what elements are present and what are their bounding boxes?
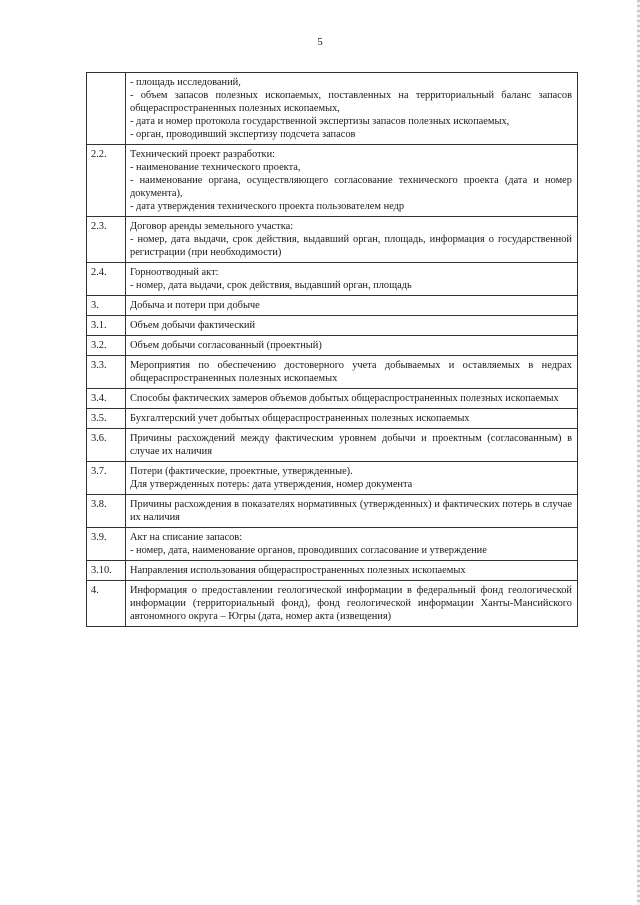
item-line: - орган, проводивший экспертизу подсчета запасов bbox=[130, 129, 356, 140]
item-number: 3.7. bbox=[87, 462, 126, 495]
item-line: - дата утверждения технического проекта пользователем недр bbox=[130, 201, 405, 212]
table-row bbox=[87, 581, 578, 627]
item-line: Мероприятия по обеспечению достоверного учета добываемых и оставляемых в недрах общераспространенных полезных ископаемых bbox=[130, 360, 572, 384]
table-row bbox=[87, 356, 578, 389]
item-line: - номер, дата выдачи, срок действия, выдавший орган, площадь bbox=[130, 280, 412, 291]
item-line: Причины расхождений между фактическим уровнем добычи и проектным (согласованным) в случае их наличия bbox=[130, 433, 572, 457]
item-text bbox=[126, 73, 578, 145]
requirements-table bbox=[86, 72, 578, 627]
item-line: - наименование органа, осуществляющего согласование технического проекта (дата и номер документа), bbox=[130, 175, 572, 199]
item-line: - площадь исследований, bbox=[130, 77, 241, 88]
item-line: Информация о предоставлении геологической информации в федеральный фонд геологической информации (территориальный фонд), фонд геологической информации Ханты-Мансийского автономного округа – Югры (дата, номер акта (извещения) bbox=[130, 585, 572, 622]
item-line: - объем запасов полезных ископаемых, поставленных на территориальный баланс запасов общераспространенных полезных ископаемых, bbox=[130, 90, 572, 114]
item-line: Горноотводный акт: bbox=[130, 267, 219, 278]
item-text bbox=[126, 462, 578, 495]
item-number: 3.1. bbox=[87, 316, 126, 336]
item-number: 2.3. bbox=[87, 217, 126, 263]
item-number: 3.3. bbox=[87, 356, 126, 389]
table-row bbox=[87, 336, 578, 356]
table-row bbox=[87, 145, 578, 217]
item-line: - номер, дата выдачи, срок действия, выдавший орган, площадь, информация о государственной регистрации (при необходимости) bbox=[130, 234, 572, 258]
item-number: 3.5. bbox=[87, 409, 126, 429]
item-line: Направления использования общераспространенных полезных ископаемых bbox=[130, 565, 466, 576]
item-line: Потери (фактические, проектные, утвержденные). bbox=[130, 466, 353, 477]
item-line: - дата и номер протокола государственной экспертизы запасов полезных ископаемых, bbox=[130, 116, 510, 127]
item-line: Технический проект разработки: bbox=[130, 149, 276, 160]
table-row bbox=[87, 73, 578, 145]
item-line: Бухгалтерский учет добытых общераспространенных полезных ископаемых bbox=[130, 413, 470, 424]
item-text bbox=[126, 316, 578, 336]
item-line: Объем добычи фактический bbox=[130, 320, 256, 331]
item-number: 3.4. bbox=[87, 389, 126, 409]
item-text bbox=[126, 495, 578, 528]
item-number: 3.8. bbox=[87, 495, 126, 528]
item-number bbox=[87, 73, 126, 145]
item-number: 4. bbox=[87, 581, 126, 627]
item-number: 3.10. bbox=[87, 561, 126, 581]
item-line: Для утвержденных потерь: дата утверждения, номер документа bbox=[130, 479, 413, 490]
item-text bbox=[126, 409, 578, 429]
item-number: 3.9. bbox=[87, 528, 126, 561]
item-text bbox=[126, 356, 578, 389]
item-number: 3.2. bbox=[87, 336, 126, 356]
item-number: 2.2. bbox=[87, 145, 126, 217]
item-text bbox=[126, 217, 578, 263]
item-line: - номер, дата, наименование органов, проводивших согласование и утверждение bbox=[130, 545, 487, 556]
item-text bbox=[126, 336, 578, 356]
item-line: Объем добычи согласованный (проектный) bbox=[130, 340, 322, 351]
item-number: 2.4. bbox=[87, 263, 126, 296]
item-number: 3.6. bbox=[87, 429, 126, 462]
item-text bbox=[126, 581, 578, 627]
table-row bbox=[87, 528, 578, 561]
table-row bbox=[87, 561, 578, 581]
table-row bbox=[87, 429, 578, 462]
item-line: Причины расхождения в показателях нормативных (утвержденных) и фактических потерь в случае их наличия bbox=[130, 499, 572, 523]
item-text bbox=[126, 296, 578, 316]
item-text bbox=[126, 528, 578, 561]
item-line: - наименование технического проекта, bbox=[130, 162, 301, 173]
item-line: Способы фактических замеров объемов добытых общераспространенных полезных ископаемых bbox=[130, 393, 559, 404]
table-row bbox=[87, 389, 578, 409]
table-row bbox=[87, 296, 578, 316]
item-text bbox=[126, 263, 578, 296]
item-number: 3. bbox=[87, 296, 126, 316]
page-number: 5 bbox=[317, 36, 323, 48]
table-row bbox=[87, 263, 578, 296]
table-row bbox=[87, 462, 578, 495]
item-line: Акт на списание запасов: bbox=[130, 532, 243, 543]
item-text bbox=[126, 145, 578, 217]
item-line: Договор аренды земельного участка: bbox=[130, 221, 294, 232]
table-row bbox=[87, 217, 578, 263]
table-row bbox=[87, 409, 578, 429]
item-line: Добыча и потери при добыче bbox=[130, 300, 260, 311]
item-text bbox=[126, 389, 578, 409]
table-row bbox=[87, 495, 578, 528]
table-row bbox=[87, 316, 578, 336]
item-text bbox=[126, 561, 578, 581]
item-text bbox=[126, 429, 578, 462]
